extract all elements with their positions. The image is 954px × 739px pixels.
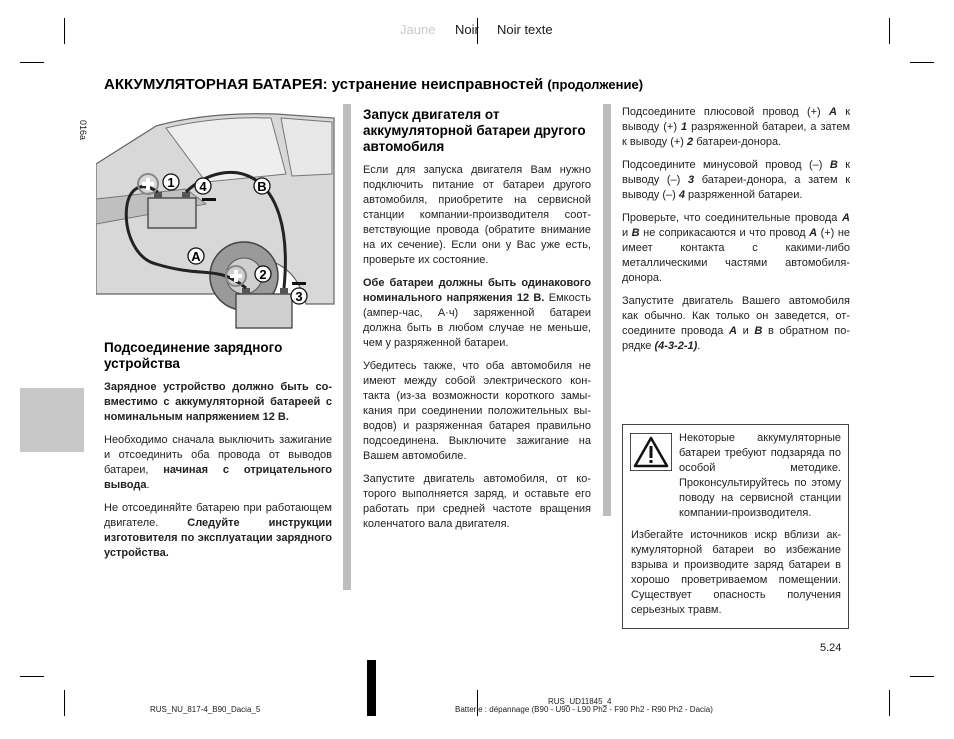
start-p4: Запустите двигатель автомобиля, от которого выполняется заряд, и оставьте его работать при средней частоте вращения коленчатого вала двигателя. — [363, 473, 591, 530]
step-2: Подсоедините минусовой провод (–) B к выводу (–) 3 батареи-донора, а затем к выводу (–) 4 разряженной батареи. — [622, 159, 851, 201]
label-a: A — [191, 249, 201, 264]
charger-p1: Зарядное устройство должно быть совместимо с аккумуляторной батареей с номинальным напряжением 12 В. — [104, 381, 332, 423]
binding-bar — [367, 660, 376, 716]
column-bar — [603, 104, 611, 516]
page-title — [104, 76, 643, 93]
start-p1: Если для запуска двигателя Вам нужно подключить питание от батареи другого автомобиля, приобретите на сервисной станции компании-производителя соответствующие провода (обратите внимание на их сечение). Если они у Вас уже есть, проверьте их состояние. — [363, 164, 591, 266]
charger-section — [104, 340, 332, 569]
page-number: 5.24 — [820, 642, 842, 654]
jump-start-illustration — [96, 104, 336, 334]
footer-right-1: RUS_UD11845_4 — [548, 697, 612, 706]
sep-noir: Noir — [455, 22, 479, 37]
warning-p2: Избегайте источников искр вблизи аккумуляторной батареи во избежание взрыва и производите заряд батареи в хорошо проветриваемом помещении. Существует опасность получения серьезных травм. — [631, 529, 841, 616]
footer-right-2: Batterie : dépannage (B90 - U90 - L90 Ph2 - F90 Ph2 - R90 Ph2 - Dacia) — [455, 705, 713, 714]
charger-p2: Необходимо сначала выключить зажигание и отсоединить оба провода от выводов батареи, начиная с отрицательного вывода. — [104, 434, 332, 491]
crop-mark — [20, 62, 44, 63]
crop-mark — [910, 676, 934, 677]
crop-mark — [64, 690, 65, 716]
charger-p3: Не отсоединяйте батарею при работающем двигателе. Следуйте инструкции изготовителя по эксплуатации зарядного устройства. — [104, 502, 333, 559]
sep-jaune: Jaune — [400, 22, 436, 37]
step-4: Запустите двигатель Вашего автомобиля как обычно. Как только он заведется, отсоедините провода A и B в обратном порядке (4-3-2-1). — [622, 295, 850, 352]
step-1: Подсоедините плюсовой провод (+) A к выводу (+) 1 разряженной батареи, а затем к выводу (+) 2 батареи-донора. — [622, 106, 851, 148]
title-main: АККУМУЛЯТОРНАЯ БАТАРЕЯ: устранение неисправностей — [104, 76, 544, 93]
steps-section — [622, 105, 850, 362]
sep-noir-texte: Noir texte — [497, 22, 553, 37]
chapter-tab — [20, 388, 84, 452]
title-suffix: (продолжение) — [547, 77, 644, 92]
crop-mark — [910, 62, 934, 63]
warning-text — [631, 431, 841, 625]
crop-mark — [64, 18, 65, 44]
crop-mark — [889, 18, 890, 44]
crop-mark — [20, 676, 44, 677]
column-bar — [343, 104, 351, 590]
donor-battery — [236, 288, 292, 328]
start-section — [363, 107, 591, 540]
label-b: B — [257, 179, 267, 194]
battery-figure — [96, 104, 336, 334]
start-p3: Убедитесь также, что оба автомобиля не имеют между собой электрического контакта (из-за возможности короткого замыкания при соединении положительных выводов) и разряженная батарея правильно подсоединена. Выключите зажигание на Вашем автомобиле. — [363, 360, 591, 462]
label-2: 2 — [259, 267, 267, 282]
warning-box — [622, 424, 849, 629]
label-4: 4 — [199, 179, 207, 194]
label-3: 3 — [295, 289, 303, 304]
charger-heading: Подсоединение зарядного устройства — [104, 340, 283, 371]
start-heading: Запуск двигателя от аккумуляторной батареи другого автомобиля — [363, 107, 586, 154]
footer-left: RUS_NU_817-4_B90_Dacia_5 — [150, 705, 261, 714]
label-1: 1 — [167, 175, 175, 190]
crop-mark — [889, 690, 890, 716]
warning-p1: Некоторые аккумуляторные батареи требуют подзарядa по особой методике. Проконсультируйтесь по этому поводу на сервисной станции компании-производителя. — [679, 432, 841, 519]
start-p2: Обе батареи должны быть одинакового номинального напряжения 12 В. Емкость (ампер-час, А·ч) заряженной батареи должна быть в любом случае не меньше, чем у разряженной батареи. — [363, 277, 592, 349]
step-3: Проверьте, что соединительные провода A и B не соприкасаются и что провод A (+) не имеет контакта с какими-либо металлическими частями автомобиля-донора. — [622, 212, 851, 284]
figure-code: 016a — [78, 120, 88, 141]
